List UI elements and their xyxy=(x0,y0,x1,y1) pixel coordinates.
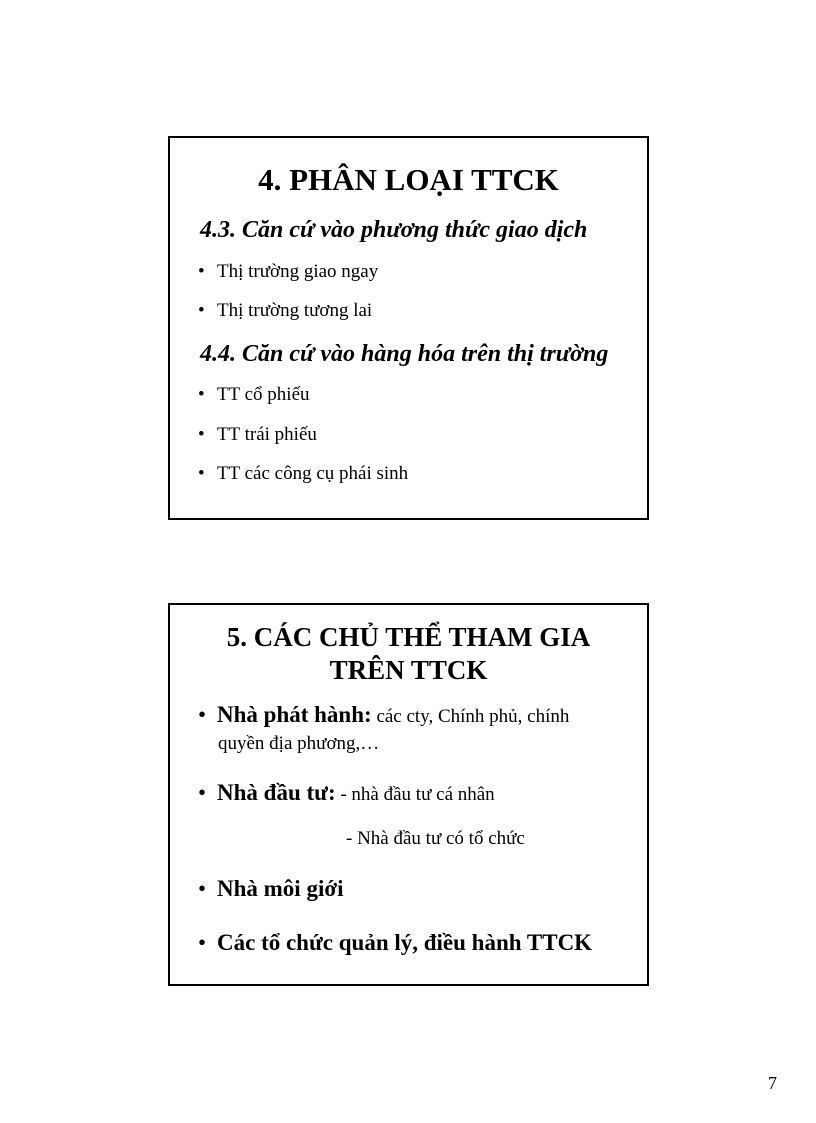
bullet-icon: • xyxy=(198,780,207,805)
list-subitem: - Nhà đầu tư có tổ chức xyxy=(346,828,525,849)
slide-4-classification xyxy=(168,136,649,520)
list-item: • TT cổ phiếu xyxy=(198,384,310,405)
list-item-continuation: quyền địa phương,… xyxy=(218,733,380,754)
list-item: • Thị trường giao ngay xyxy=(198,261,379,282)
bullet-icon: • xyxy=(198,930,207,955)
slide-5-participants xyxy=(168,603,649,986)
slide-title: 5. CÁC CHỦ THỂ THAM GIA TRÊN TTCK xyxy=(226,622,591,685)
section-heading-4-4: 4.4. Căn cứ vào hàng hóa trên thị trường xyxy=(200,341,609,367)
list-item-issuer: • Nhà phát hành: các cty, Chính phủ, chính xyxy=(198,702,570,727)
bullet-icon: • xyxy=(198,300,205,321)
list-item-broker: • Nhà môi giới xyxy=(198,876,344,901)
bullet-icon: • xyxy=(198,876,207,901)
list-item: • Thị trường tương lai xyxy=(198,300,373,321)
list-item: • TT trái phiếu xyxy=(198,424,317,445)
list-item-investor: • Nhà đầu tư: - nhà đầu tư cá nhân xyxy=(198,780,495,805)
page-number: 7 xyxy=(768,1073,777,1093)
bullet-icon: • xyxy=(198,424,205,445)
slide-title: 4. PHÂN LOẠI TTCK xyxy=(258,162,559,197)
bullet-icon: • xyxy=(198,463,205,484)
bullet-icon: • xyxy=(198,702,207,727)
bullet-icon: • xyxy=(198,384,205,405)
list-item: • TT các công cụ phái sinh xyxy=(198,463,409,484)
section-heading-4-3: 4.3. Căn cứ vào phương thức giao dịch xyxy=(200,217,588,243)
list-item-regulators: • Các tổ chức quản lý, điều hành TTCK xyxy=(198,930,593,955)
bullet-icon: • xyxy=(198,261,205,282)
